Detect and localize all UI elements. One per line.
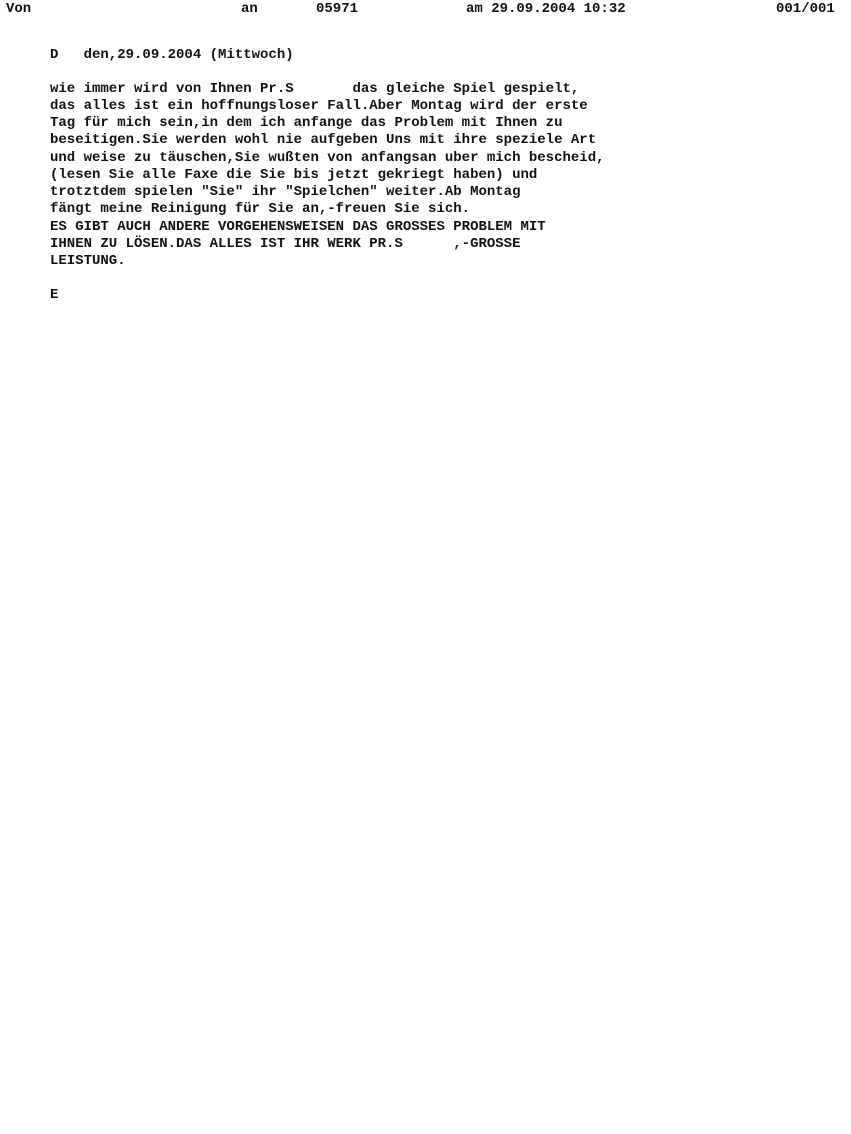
fax-page-counter: 001/001	[776, 1, 835, 17]
fax-header	[0, 0, 851, 20]
letter-line: ES GIBT AUCH ANDERE VORGEHENSWEISEN DAS GROSSES PROBLEM MIT	[50, 219, 546, 235]
letter-line: fängt meine Reinigung für Sie an,-freuen Sie sich.	[50, 201, 471, 217]
letter-signature: E	[50, 287, 59, 303]
fax-to-label: an	[241, 1, 258, 17]
letter-line: wie immer wird von Ihnen Pr.S das gleiche Spiel gespielt,	[50, 81, 580, 97]
letter-line: LEISTUNG.	[50, 253, 126, 269]
letter-line: Tag für mich sein,in dem ich anfange das Problem mit Ihnen zu	[50, 115, 563, 131]
letter-line: IHNEN ZU LÖSEN.DAS ALLES IST IHR WERK PR.S ,-GROSSE	[50, 236, 521, 252]
letter-line: (lesen Sie alle Faxe die Sie bis jetzt gekriegt haben) und	[50, 167, 538, 183]
fax-to-number: 05971	[316, 1, 359, 17]
letter-line: beseitigen.Sie werden wohl nie aufgeben Uns mit ihre speziele Art	[50, 132, 597, 148]
letter-line: und weise zu täuschen,Sie wußten von anfangsan uber mich bescheid,	[50, 150, 605, 166]
fax-from-label: Von	[6, 1, 32, 17]
letter-line: trotztdem spielen "Sie" ihr "Spielchen" weiter.Ab Montag	[50, 184, 521, 200]
letter-date-line: D den,29.09.2004 (Mittwoch)	[50, 47, 294, 63]
letter-line: das alles ist ein hoffnungsloser Fall.Aber Montag wird der erste	[50, 98, 588, 114]
fax-sent-timestamp: am 29.09.2004 10:32	[466, 1, 626, 17]
